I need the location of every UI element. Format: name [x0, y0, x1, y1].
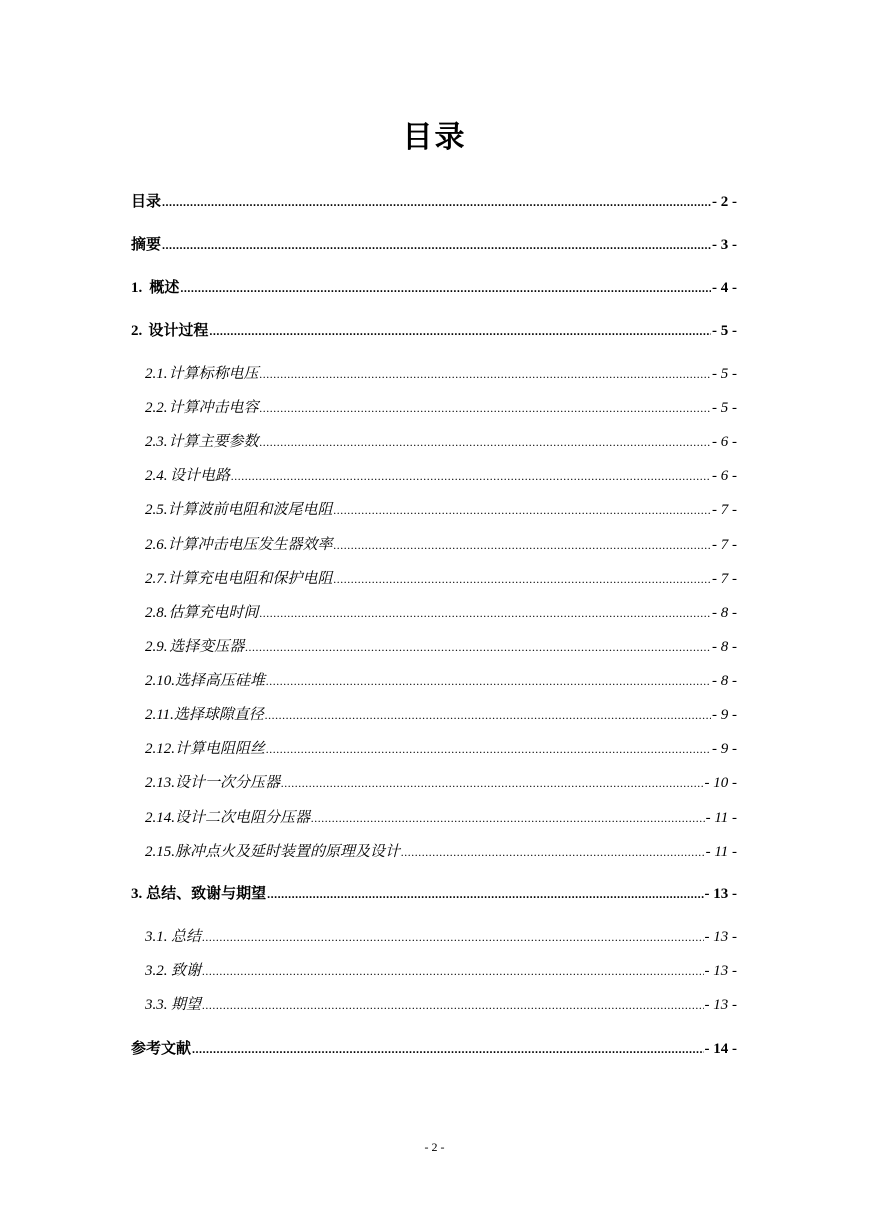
- toc-entry-page: - 8 -: [712, 673, 737, 689]
- toc-leader-dots: [267, 887, 703, 902]
- toc-entry-page: - 11 -: [705, 810, 737, 826]
- toc-entry-page: - 7 -: [712, 537, 737, 553]
- toc-leader-dots: [311, 811, 705, 826]
- toc-entry-text: 选择高压硅堆: [175, 671, 266, 689]
- toc-entry-page: - 5 -: [712, 366, 737, 382]
- toc-entry-text: 估算充电时间: [168, 603, 259, 621]
- toc-entry-text: 设计过程: [148, 321, 209, 339]
- toc-leader-dots: [266, 742, 711, 757]
- toc-entry-number: 2.11.: [145, 707, 174, 723]
- toc-entry-number: 2.13.: [145, 775, 175, 791]
- toc-entry[interactable]: [145, 635, 737, 657]
- toc-entry[interactable]: [131, 1037, 737, 1059]
- toc-entry-page: - 13 -: [704, 929, 737, 945]
- toc-entry-text: 计算充电电阻和保护电阻: [167, 569, 333, 587]
- toc-entry-text: 总结、致谢与期望: [146, 884, 267, 902]
- toc-entry-number: 2.12.: [145, 741, 175, 757]
- toc-entry-page: - 2 -: [712, 194, 737, 210]
- toc-entry-number: 2.15.: [145, 844, 175, 860]
- toc-entry-page: - 4 -: [712, 280, 737, 296]
- toc-entry-number: 2.: [131, 323, 143, 339]
- toc-leader-dots: [334, 572, 711, 587]
- toc-entry-number: 2.7.: [145, 571, 168, 587]
- toc-leader-dots: [259, 435, 711, 450]
- page-number-footer: - 2 -: [424, 1140, 445, 1154]
- toc-entry-page: - 9 -: [712, 707, 737, 723]
- toc-entry-text: 计算主要参数: [168, 432, 259, 450]
- toc-entry-number: 2.8.: [145, 605, 168, 621]
- toc-entry-text: 计算标称电压: [168, 364, 259, 382]
- toc-entry[interactable]: [145, 396, 737, 418]
- toc-entry-number: 2.3.: [145, 434, 168, 450]
- toc-leader-dots: [202, 930, 703, 945]
- toc-entry-text: 总结: [171, 927, 202, 945]
- toc-entry[interactable]: [145, 771, 737, 793]
- toc-entry-number: 3.3.: [145, 997, 168, 1013]
- toc-leader-dots: [259, 606, 711, 621]
- toc-entry-number: 3.2.: [145, 963, 168, 979]
- toc-entry-text: 脉冲点火及延时装置的原理及设计: [175, 842, 401, 860]
- toc-entry-page: - 10 -: [704, 775, 737, 791]
- toc-entry-page: - 11 -: [705, 844, 737, 860]
- toc-entry-text: 选择变压器: [169, 637, 245, 655]
- toc-entry-page: - 7 -: [712, 502, 737, 518]
- page-title: 目录: [402, 120, 467, 155]
- toc-entry[interactable]: [145, 464, 737, 486]
- toc-entry-number: 3.: [131, 886, 143, 902]
- toc-entry-text: 期望: [171, 995, 202, 1013]
- toc-entry-number: 2.1.: [145, 366, 168, 382]
- toc-entry[interactable]: [145, 737, 737, 759]
- toc-entry-page: - 13 -: [704, 997, 737, 1013]
- toc-entry-number: 3.1.: [145, 929, 168, 945]
- toc-entry-text: 参考文献: [131, 1039, 192, 1057]
- toc-leader-dots: [259, 401, 711, 416]
- toc-entry[interactable]: [145, 806, 737, 828]
- toc-entry-page: - 13 -: [704, 963, 737, 979]
- toc-entry-number: 2.10.: [145, 673, 175, 689]
- toc-entry-text: 计算冲击电容: [168, 398, 259, 416]
- toc-leader-dots: [231, 469, 711, 484]
- toc-leader-dots: [202, 998, 703, 1013]
- toc-entry-number: 2.14.: [145, 810, 175, 826]
- toc-leader-dots: [281, 776, 703, 791]
- toc-leader-dots: [266, 674, 711, 689]
- toc-entry[interactable]: [145, 601, 737, 623]
- toc-entry-text: 计算波前电阻和波尾电阻: [167, 500, 333, 518]
- toc-entry[interactable]: [145, 533, 737, 555]
- toc-entry-page: - 13 -: [704, 886, 737, 902]
- toc-entry-number: 2.6.: [145, 537, 168, 553]
- toc-entry-number: 2.5.: [145, 502, 168, 518]
- toc-entry-page: - 6 -: [712, 434, 737, 450]
- toc-entry-page: - 5 -: [712, 400, 737, 416]
- toc-entry[interactable]: [131, 882, 737, 904]
- toc-entry-page: - 6 -: [712, 468, 737, 484]
- toc-entry-page: - 8 -: [712, 605, 737, 621]
- toc-entry-text: 设计电路: [169, 466, 230, 484]
- toc-entry-text: 目录: [131, 192, 162, 210]
- toc-entry[interactable]: [145, 840, 737, 862]
- toc-entry-page: - 14 -: [704, 1041, 737, 1057]
- toc-entry-text: 选择球隙直径: [173, 705, 264, 723]
- toc-leader-dots: [334, 503, 711, 518]
- toc-entry-number: 1.: [131, 280, 143, 296]
- toc-entry-page: - 5 -: [712, 323, 737, 339]
- toc-entry-text: 摘要: [131, 235, 162, 253]
- toc-entry[interactable]: [131, 233, 737, 255]
- toc-entry[interactable]: [145, 993, 737, 1015]
- toc-entry-text: 设计一次分压器: [175, 773, 281, 791]
- toc-leader-dots: [192, 1042, 703, 1057]
- toc-entry[interactable]: [145, 362, 737, 384]
- toc-entry[interactable]: [145, 703, 737, 725]
- toc-entry[interactable]: [131, 190, 737, 212]
- toc-leader-dots: [162, 238, 711, 253]
- toc-leader-dots: [259, 367, 711, 382]
- toc-leader-dots: [245, 640, 711, 655]
- toc-entry-page: - 8 -: [712, 639, 737, 655]
- toc-leader-dots: [209, 324, 711, 339]
- toc-leader-dots: [180, 281, 711, 296]
- toc-entry-text: 设计二次电阻分压器: [175, 808, 311, 826]
- toc-leader-dots: [334, 538, 711, 553]
- toc-entry-page: - 3 -: [712, 237, 737, 253]
- toc-entry-text: 计算冲击电压发生器效率: [167, 535, 333, 553]
- toc-leader-dots: [162, 195, 711, 210]
- toc-leader-dots: [265, 708, 711, 723]
- toc-entry-text: 致谢: [171, 961, 202, 979]
- toc-leader-dots: [401, 845, 705, 860]
- toc-entry[interactable]: [131, 276, 737, 298]
- toc-entry[interactable]: [145, 567, 737, 589]
- toc-entry[interactable]: [145, 430, 737, 452]
- toc-entry-text: 计算电阻阻丝: [175, 739, 266, 757]
- toc-entry[interactable]: [131, 319, 737, 341]
- toc-entry-page: - 9 -: [712, 741, 737, 757]
- toc-entry-page: - 7 -: [712, 571, 737, 587]
- toc-entry[interactable]: [145, 925, 737, 947]
- toc-entry[interactable]: [145, 498, 737, 520]
- toc-entry[interactable]: [145, 959, 737, 981]
- toc-leader-dots: [202, 964, 703, 979]
- toc-entry-text: 概述: [149, 278, 180, 296]
- toc-entry-number: 2.2.: [145, 400, 168, 416]
- toc-entry[interactable]: [145, 669, 737, 691]
- toc-entry-number: 2.9.: [145, 639, 168, 655]
- toc-entry-number: 2.4.: [145, 468, 168, 484]
